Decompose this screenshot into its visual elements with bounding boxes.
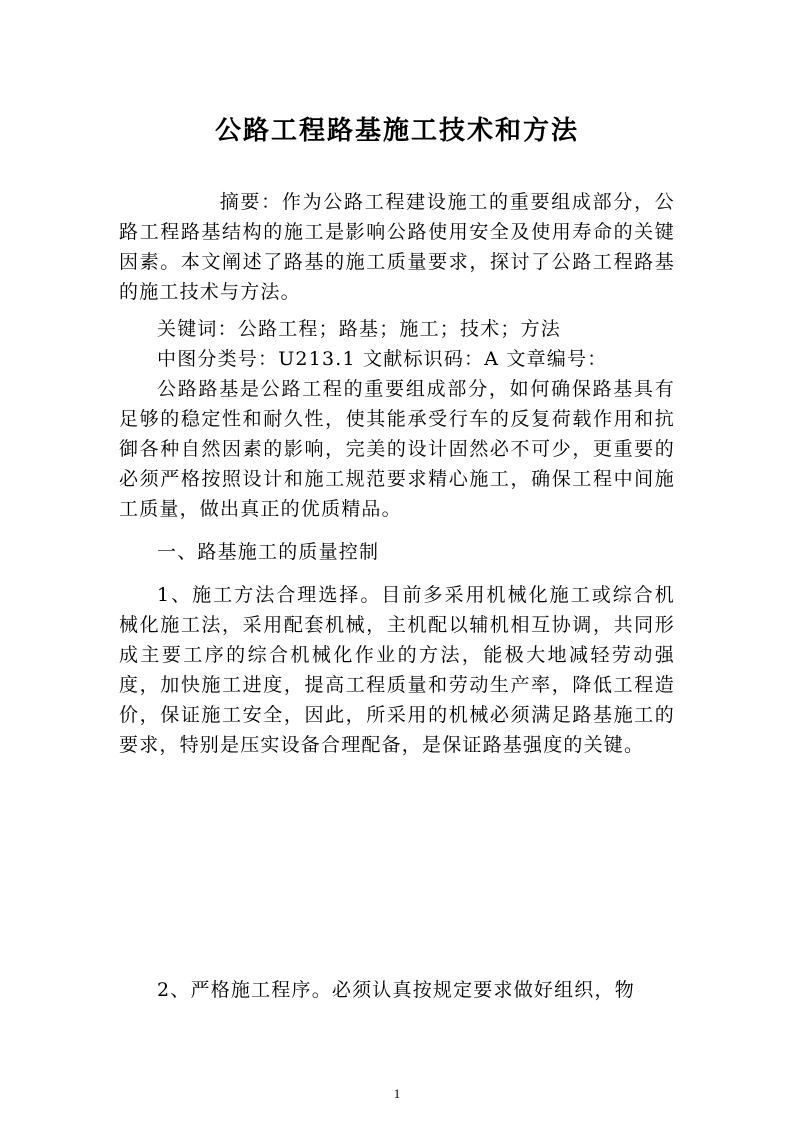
document-body [119, 187, 675, 760]
classification-line: 中图分类号：U213.1 文献标识码：A 文章编号： [157, 348, 608, 370]
keywords-line: 关键词：公路工程；路基；施工；技术；方法 [157, 318, 562, 340]
section-heading: 一、路基施工的质量控制 [157, 541, 380, 563]
list-item: 1、施工方法合理选择。目前多采用机械化施工或综合机械化施工法，采用配套机械，主机配以辅机相互协调，共同形成主要工序的综合机械化作业的方法，能极大地减轻劳动强度，加快施工进度，提高工程质量和劳动生产率，降低工程造价，保证施工安全，因此，所采用的机械必须满足路基施工的要求，特别是压实设备合理配备，是保证路基强度的关键。 [119, 584, 675, 756]
abstract-paragraph: 摘要：作为公路工程建设施工的重要组成部分，公路工程路基结构的施工是影响公路使用安全及使用寿命的关键因素。本文阐述了路基的施工质量要求，探讨了公路工程路基的施工技术与方法。 [119, 191, 675, 303]
intro-paragraph: 公路路基是公路工程的重要组成部分，如何确保路基具有足够的稳定性和耐久性，使其能承受行车的反复荷载作用和抗御各种自然因素的影响，完美的设计固然必不可少，更重要的必须严格按照设计和施工规范要求精心施工，确保工程中间施工质量，做出真正的优质精品。 [119, 378, 675, 520]
document-body-continued [119, 975, 675, 1005]
document-title: 公路工程路基施工技术和方法 [214, 116, 579, 147]
page-number: 1 [393, 1086, 401, 1101]
list-item: 2、严格施工程序。必须认真按规定要求做好组织，物 [157, 979, 635, 1001]
